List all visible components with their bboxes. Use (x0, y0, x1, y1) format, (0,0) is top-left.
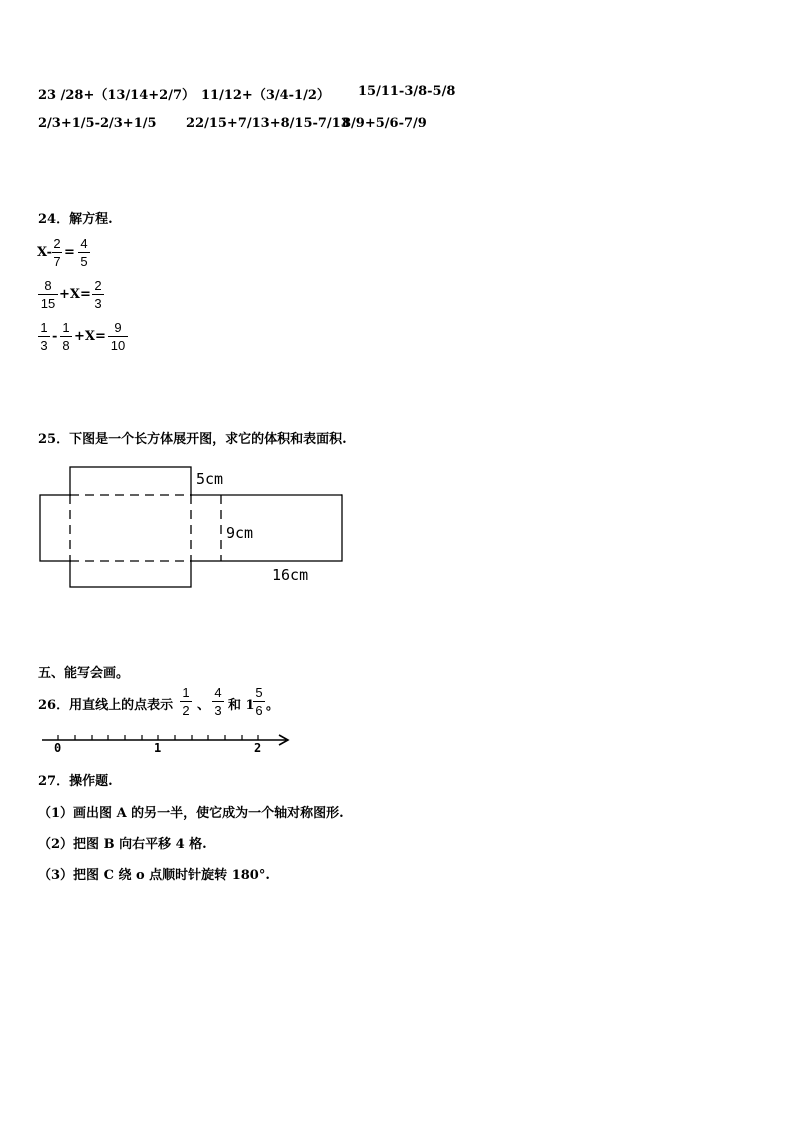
eq3-minus: - (52, 329, 58, 344)
q24-title: 24．解方程. (38, 212, 113, 227)
calc-expr-5: 22/15+7/13+8/15-7/13 (186, 116, 350, 131)
net-top-face (70, 467, 191, 495)
calc-expr-4: 2/3+1/5-2/3+1/5 (38, 116, 157, 131)
q26-lead: 26．用直线上的点表示 (38, 698, 174, 713)
q26-separator: 、 (197, 698, 211, 713)
eq2-frac-1: 8 15 (38, 278, 58, 311)
label-9cm: 9cm (226, 524, 254, 542)
axis-label-1: 1 (154, 741, 162, 755)
label-16cm: 16cm (272, 566, 309, 584)
q26-end: 。 (266, 698, 280, 713)
q27-item-2: （2）把图 B 向右平移 4 格. (38, 837, 207, 852)
eq3-middle: +X= (74, 329, 106, 344)
net-bottom-face (70, 561, 191, 587)
eq2-middle: +X= (59, 287, 91, 302)
calc-expr-3: 15/11-3/8-5/8 (358, 84, 456, 99)
q26-frac-3: 5 6 (253, 685, 265, 718)
q25-title: 25．下图是一个长方体展开图，求它的体积和表面积. (38, 432, 347, 447)
axis-label-0: 0 (54, 741, 62, 755)
section-5-heading: 五、能写会画。 (38, 666, 130, 681)
calc-expr-1: 23 /28+（13/14+2/7） (38, 88, 196, 103)
eq1-equals: = (64, 245, 75, 260)
q27-item-1: （1）画出图 A 的另一半，使它成为一个轴对称图形. (38, 806, 344, 821)
label-5cm: 5cm (196, 470, 224, 488)
q26-and: 和 1 (228, 698, 255, 713)
q26-frac-2: 4 3 (212, 685, 224, 718)
number-line (36, 728, 296, 758)
eq3-frac-1: 1 3 (38, 320, 50, 353)
eq3-frac-3: 9 10 (108, 320, 128, 353)
calc-expr-2: 11/12+（3/4-1/2） (201, 88, 330, 103)
axis-label-2: 2 (254, 741, 262, 755)
q26-frac-1: 1 2 (180, 685, 192, 718)
eq1-frac-2: 4 5 (78, 236, 90, 269)
q27-title: 27．操作题. (38, 774, 113, 789)
eq3-frac-2: 1 8 (60, 320, 72, 353)
eq1-frac-1: 2 7 (53, 236, 61, 269)
eq2-frac-2: 2 3 (92, 278, 104, 311)
q27-item-3: （3）把图 C 绕 o 点顺时针旋转 180°. (38, 868, 270, 883)
net-fold-lines (70, 495, 221, 561)
eq1-lead: X- (37, 245, 53, 260)
calc-expr-6: 8/9+5/6-7/9 (342, 116, 427, 131)
